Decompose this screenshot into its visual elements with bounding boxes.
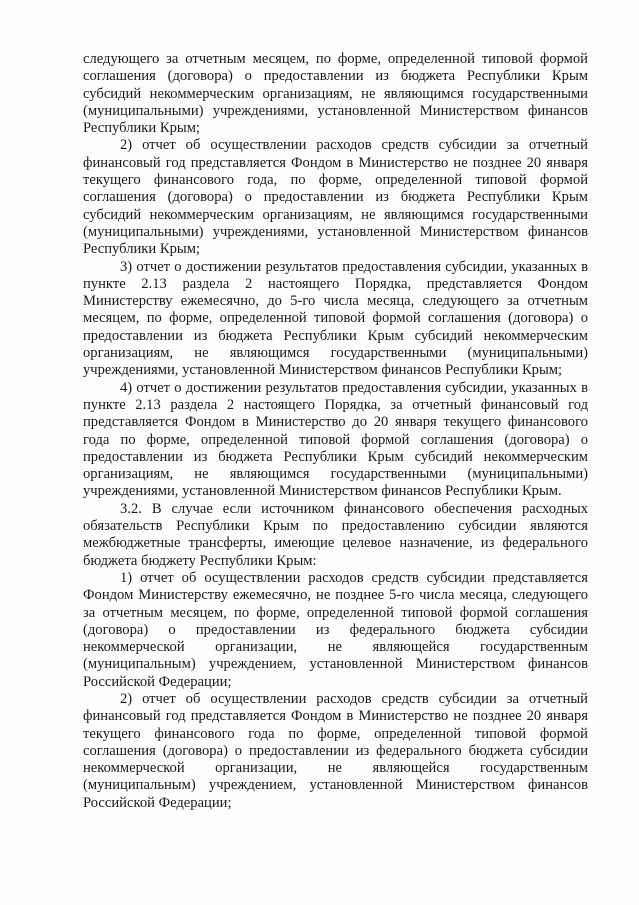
paragraph-item-1-federal-expense-report-monthly: 1) отчет об осуществлении расходов средств субсидии представляется Фондом Министерству ежемесячно, не позднее 5-го числа месяца, следующего за отчетным месяцем, по форме, определенной типовой формой соглашения (договора) о предоставлении из федерального бюджета субсидии некоммерческой организации, не являющейся государственным (муниципальным) учреждением, установленной Министерством финансов Российской Федерации;: [83, 569, 588, 690]
paragraph-item-2-federal-expense-report-annual: 2) отчет об осуществлении расходов средств субсидии за отчетный финансовый год представляется Фондом в Министерство не позднее 20 января текущего финансового года по форме, определенной типовой формой соглашения (договора) о предоставлении из федерального бюджета субсидии некоммерческой организации, не являющейся государственным (муниципальным) учреждением, установленной Министерством финансов Российской Федерации;: [83, 690, 588, 811]
paragraph-section-3-2: 3.2. В случае если источником финансового обеспечения расходных обязательств Республики Крым по предоставлению субсидии являются межбюджетные трансферты, имеющие целевое назначение, из федерального бюджета бюджету Республики Крым:: [83, 500, 588, 569]
paragraph-continuation: следующего за отчетным месяцем, по форме, определенной типовой формой соглашения (договора) о предоставлении из бюджета Республики Крым субсидий некоммерческим организациям, не являющимся государственными (муниципальными) учреждениями, установленной Министерством финансов Республики Крым;: [83, 51, 588, 137]
paragraph-item-2-expense-report-annual: 2) отчет об осуществлении расходов средств субсидии за отчетный финансовый год представляется Фондом в Министерство не позднее 20 января текущего финансового года, по форме, определенной типовой формой соглашения (договора) о предоставлении из бюджета Республики Крым субсидий некоммерческим организациям, не являющимся государственными (муниципальными) учреждениями, установленной Министерством финансов Республики Крым;: [83, 137, 588, 258]
paragraph-item-4-results-report-annual: 4) отчет о достижении результатов предоставления субсидии, указанных в пункте 2.13 раздела 2 настоящего Порядка, за отчетный финансовый год представляется Фондом в Министерство до 20 января текущего финансового года по форме, определенной типовой формой соглашения (договора) о предоставлении из бюджета Республики Крым субсидий некоммерческим организациям, не являющимся государственными (муниципальными) учреждениями, установленной Министерством финансов Республики Крым.: [83, 379, 588, 500]
document-body: [83, 51, 588, 812]
paragraph-item-3-results-report-monthly: 3) отчет о достижении результатов предоставления субсидии, указанных в пункте 2.13 раздела 2 настоящего Порядка, представляется Фондом Министерству ежемесячно, до 5-го числа месяца, следующего за отчетным месяцем, по форме, определенной типовой формой соглашения (договора) о предоставлении из бюджета Республики Крым субсидий некоммерческим организациям, не являющимся государственными (муниципальными) учреждениями, установленной Министерством финансов Республики Крым;: [83, 258, 588, 379]
